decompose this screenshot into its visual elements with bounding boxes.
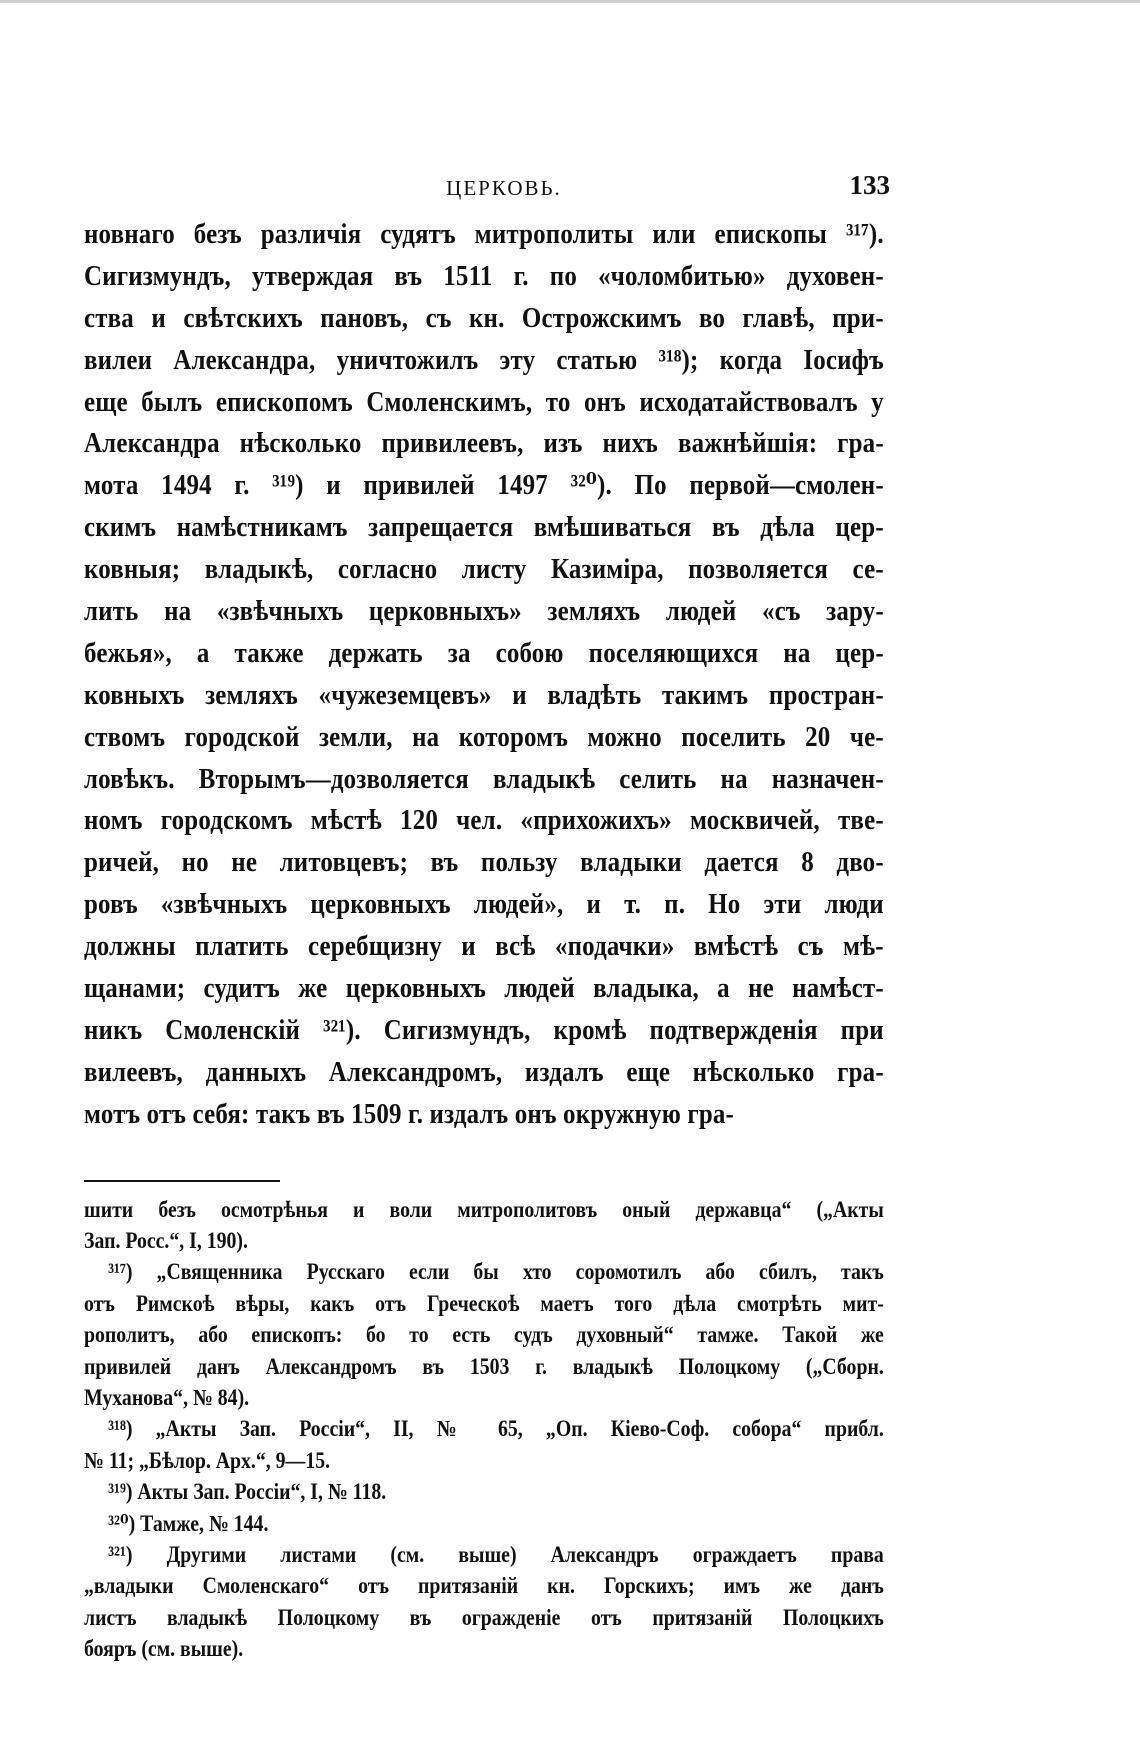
footnote-line: ³²⁰) Тамже, № 144. — [108, 1510, 269, 1536]
text-line: ковныхъ земляхъ «чужеземцевъ» и владѣть такимъ простран- — [84, 678, 884, 711]
text-line: вилеевъ, данныхъ Александромъ, издалъ еще нѣсколько гра- — [84, 1055, 884, 1088]
footnote-line: Зап. Росс.“, I, 190). — [84, 1227, 248, 1253]
text-line: скимъ намѣстникамъ запрещается вмѣшиваться въ дѣла цер- — [84, 511, 884, 544]
footnote-line: рополитъ, або епископъ: бо то есть судъ духовный“ тамже. Такой же — [84, 1322, 884, 1348]
footnote-line: шити безъ осмотрѣнья и воли митрополитовъ оный державца“ („Акты — [84, 1196, 884, 1222]
book-page — [84, 160, 890, 1664]
running-head: ЦЕРКОВЬ. — [446, 176, 562, 200]
text-line: новнаго безъ различія судятъ митрополиты или епископы ³¹⁷). — [84, 218, 884, 250]
text-line: ровъ «звѣчныхъ церковныхъ людей», и т. п. Но эти люди — [84, 888, 884, 921]
text-line: никъ Смоленскій ³²¹). Сигизмундъ, кромѣ подтвержденія при — [84, 1013, 884, 1046]
footnote-line: привилей данъ Александромъ въ 1503 г. владыкѣ Полоцкому („Сборн. — [84, 1353, 884, 1379]
footnote-line: „владыки Смоленскаго“ отъ притязаній кн. Горскихъ; имъ же данъ — [84, 1573, 884, 1599]
text-line: ловѣкъ. Вторымъ—дозволяется владыкѣ селить на назначен- — [84, 762, 884, 795]
text-line: вилеи Александра, уничтожилъ эту статью ³¹⁸); когда Іосифъ — [84, 343, 884, 376]
footnote-line: Муханова“, № 84). — [84, 1384, 250, 1410]
scan-top-edge — [0, 0, 1140, 3]
footnote-line: ³²¹) Другими листами (см. выше) Александръ ограждаетъ права — [108, 1541, 884, 1567]
text-line: ствомъ городской земли, на которомъ можно поселить 20 че- — [84, 720, 884, 753]
footnote-line: ³¹⁹) Акты Зап. Россіи“, I, № 118. — [108, 1479, 387, 1505]
text-line: еще былъ епископомъ Смоленскимъ, то онъ исходатайствовалъ у — [84, 385, 884, 418]
text-line: бежья», а также держать за собою поселяющихся на цер- — [84, 636, 884, 669]
main-text — [84, 214, 884, 1136]
footnotes — [84, 1194, 884, 1665]
text-line: лить на «звѣчныхъ церковныхъ» земляхъ людей «съ зару- — [84, 595, 884, 628]
text-line: Александра нѣсколько привилеевъ, изъ нихъ важнѣйшія: гра- — [84, 427, 884, 460]
text-line: Сигизмундъ, утверждая въ 1511 г. по «чоломбитью» духовен- — [84, 259, 884, 292]
page-header — [84, 160, 890, 210]
footnote-line: № 11; „Бѣлор. Арх.“, 9—15. — [84, 1447, 331, 1473]
footnote-line: листъ владыкѣ Полоцкому въ огражденіе отъ притязаній Полоцкихъ — [84, 1604, 884, 1630]
text-line: мота 1494 г. ³¹⁹) и привилей 1497 ³²⁰). По первой—смолен- — [84, 469, 884, 502]
page-number: 133 — [849, 170, 890, 200]
text-line: ричей, но не литовцевъ; въ пользу владыки дается 8 дво- — [84, 846, 884, 879]
text-line: мотъ отъ себя: такъ въ 1509 г. издалъ онъ окружную гра- — [84, 1097, 735, 1130]
text-line: должны платить серебщизну и всѣ «подачки» вмѣстѣ съ мѣ- — [84, 930, 884, 963]
text-line: номъ городскомъ мѣстѣ 120 чел. «прихожихъ» москвичей, тве- — [84, 804, 884, 837]
footnote-line: ³¹⁸) „Акты Зап. Россіи“, II, № 65, „Оп. Кіево-Соф. собора“ прибл. — [108, 1416, 884, 1442]
footnote-line: бояръ (см. выше). — [84, 1636, 244, 1662]
text-line: ства и свѣтскихъ пановъ, съ кн. Острожскимъ во главѣ, при- — [84, 301, 884, 334]
footnote-separator — [84, 1180, 280, 1182]
text-line: щанами; судитъ же церковныхъ людей владыка, а не намѣст- — [84, 972, 884, 1005]
footnote-line: отъ Римскоѣ вѣры, какъ отъ Греческоѣ маетъ того дѣла смотрѣть мит- — [84, 1290, 884, 1316]
footnote-line: ³¹⁷) „Священника Русскаго если бы хто соромотилъ або сбилъ, такъ — [108, 1259, 884, 1285]
text-line: ковныя; владыкѣ, согласно листу Казиміра, позволяется се- — [84, 553, 884, 586]
